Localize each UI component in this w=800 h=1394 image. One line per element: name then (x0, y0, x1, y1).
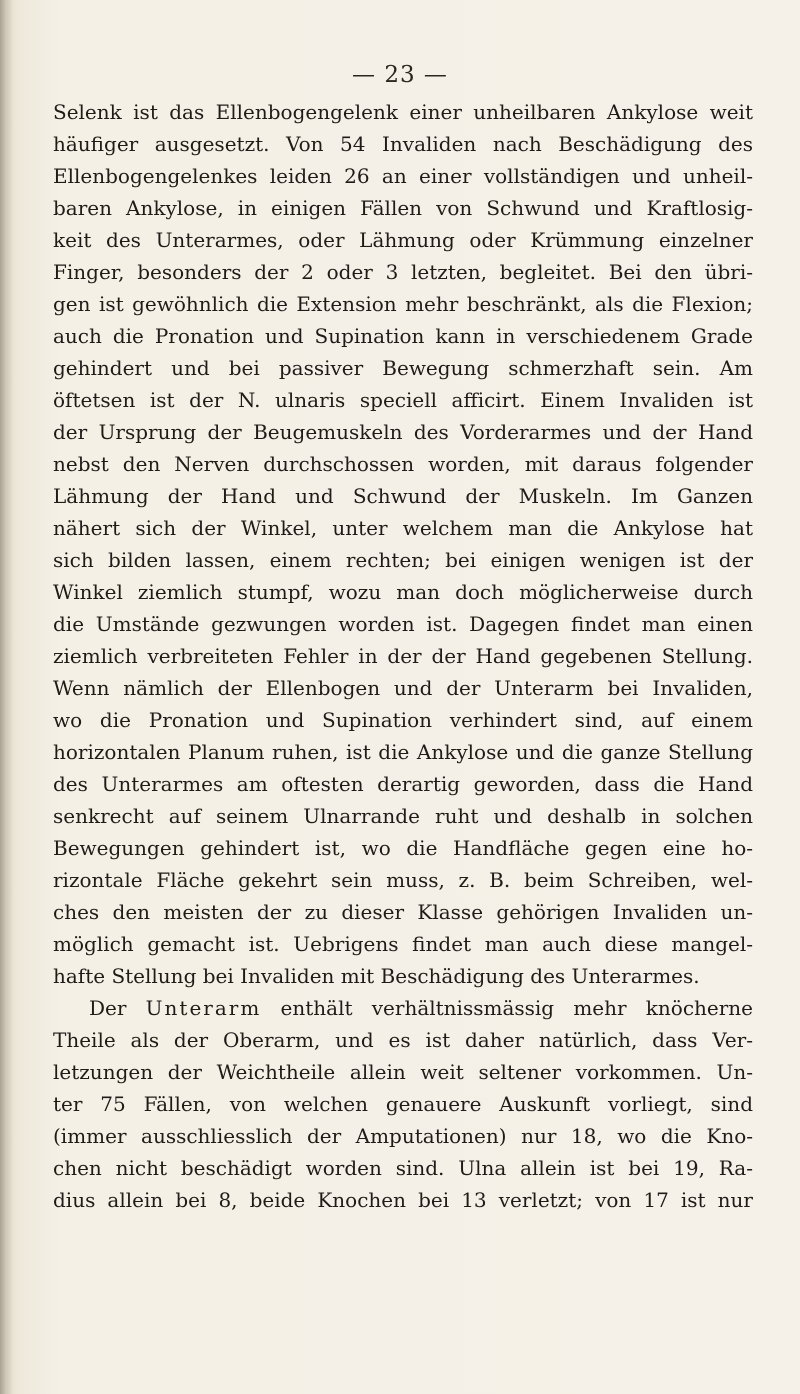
text-line: (immer ausschliesslich der Amputationen) nur 18, wo die Kno- (53, 1124, 753, 1148)
text-line: Theile als der Oberarm, und es ist daher natürlich, dass Ver- (53, 1028, 753, 1052)
text-line: Wenn nämlich der Ellenbogen und der Unterarm bei Invaliden, (53, 676, 753, 700)
text-word: Der (89, 996, 127, 1020)
text-line: senkrecht auf seinem Ulnarrande ruht und deshalb in solchen (53, 804, 753, 828)
text-line: Lähmung der Hand und Schwund der Muskeln. Im Ganzen (53, 484, 753, 508)
text-line: nähert sich der Winkel, unter welchem man die Ankylose hat (53, 516, 753, 540)
text-line: gehindert und bei passiver Bewegung schmerzhaft sein. Am (53, 356, 753, 380)
text-line: horizontalen Planum ruhen, ist die Ankylose und die ganze Stellung (53, 740, 753, 764)
text-line: dius allein bei 8, beide Knochen bei 13 verletzt; von 17 ist nur (53, 1188, 753, 1212)
body-text (53, 96, 753, 1216)
text-line: öftetsen ist der N. ulnaris speciell afficirt. Einem Invaliden ist (53, 388, 753, 412)
text-line: häufiger ausgesetzt. Von 54 Invaliden nach Beschädigung des (53, 132, 753, 156)
text-line: Winkel ziemlich stumpf, wozu man doch möglicherweise durch (53, 580, 753, 604)
text-line: Selenk ist das Ellenbogengelenk einer unheilbaren Ankylose weit (53, 100, 753, 124)
text-line: rizontale Fläche gekehrt sein muss, z. B. beim Schreiben, wel- (53, 868, 753, 892)
page-number: — 23 — (352, 62, 448, 88)
text-line: ches den meisten der zu dieser Klasse gehörigen Invaliden un- (53, 900, 753, 924)
emphasized-word: Unterarm (145, 996, 262, 1020)
text-line: keit des Unterarmes, oder Lähmung oder Krümmung einzelner (53, 228, 753, 252)
binding-shadow (0, 0, 14, 1394)
text-line: möglich gemacht ist. Uebrigens findet man auch diese mangel- (53, 932, 753, 956)
text-line: gen ist gewöhnlich die Extension mehr beschränkt, als die Flexion; (53, 292, 753, 316)
text-line: wo die Pronation und Supination verhindert sind, auf einem (53, 708, 753, 732)
text-line: die Umstände gezwungen worden ist. Dagegen findet man einen (53, 612, 753, 636)
text-line: sich bilden lassen, einem rechten; bei einigen wenigen ist der (53, 548, 753, 572)
text-line: baren Ankylose, in einigen Fällen von Schwund und Kraftlosig- (53, 196, 753, 220)
text-line: des Unterarmes am oftesten derartig geworden, dass die Hand (53, 772, 753, 796)
paragraph-start-line (53, 992, 753, 1024)
text-line: auch die Pronation und Supination kann in verschiedenem Grade (53, 324, 753, 348)
text-line: Finger, besonders der 2 oder 3 letzten, begleitet. Bei den übri- (53, 260, 753, 284)
text-fragment: enthält verhältnissmässig mehr knöcherne (280, 996, 753, 1020)
text-line: letzungen der Weichtheile allein weit seltener vorkommen. Un- (53, 1060, 753, 1084)
text-line: Ellenbogengelenkes leiden 26 an einer vollständigen und unheil- (53, 164, 753, 188)
text-line: der Ursprung der Beugemuskeln des Vorderarmes und der Hand (53, 420, 753, 444)
text-line: ter 75 Fällen, von welchen genauere Auskunft vorliegt, sind (53, 1092, 753, 1116)
text-line: chen nicht beschädigt worden sind. Ulna allein ist bei 19, Ra- (53, 1156, 753, 1180)
text-line: hafte Stellung bei Invaliden mit Beschädigung des Unterarmes. (53, 964, 700, 988)
text-line: ziemlich verbreiteten Fehler in der der Hand gegebenen Stellung. (53, 644, 753, 668)
text-line: Bewegungen gehindert ist, wo die Handfläche gegen eine ho- (53, 836, 753, 860)
text-line: nebst den Nerven durchschossen worden, mit daraus folgender (53, 452, 753, 476)
